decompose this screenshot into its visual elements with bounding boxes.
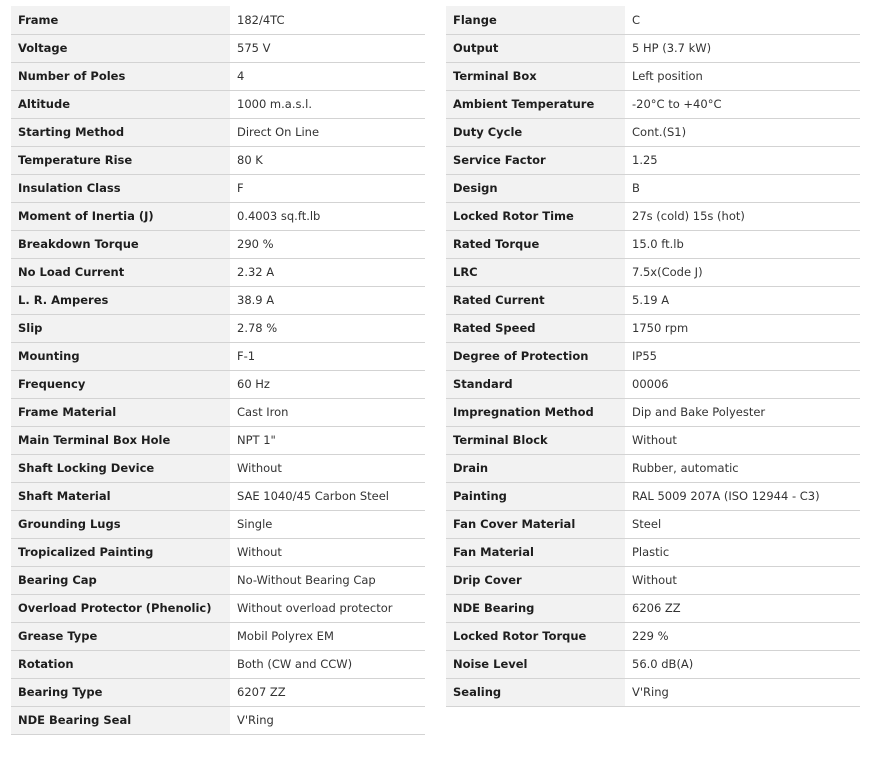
spec-row — [11, 482, 425, 510]
spec-label: Fan Cover Material — [446, 510, 625, 538]
spec-row — [446, 370, 860, 398]
spec-label: Voltage — [11, 34, 230, 62]
spec-value: IP55 — [625, 342, 860, 370]
spec-row — [446, 118, 860, 146]
spec-label: Main Terminal Box Hole — [11, 426, 230, 454]
spec-label: Bearing Type — [11, 678, 230, 706]
spec-label: Drain — [446, 454, 625, 482]
spec-label: Degree of Protection — [446, 342, 625, 370]
spec-row — [11, 342, 425, 370]
spec-value: Steel — [625, 510, 860, 538]
spec-row — [11, 6, 425, 34]
spec-label: Sealing — [446, 678, 625, 706]
spec-value: 80 K — [230, 146, 425, 174]
spec-row — [446, 62, 860, 90]
spec-row — [11, 118, 425, 146]
spec-value: 5.19 A — [625, 286, 860, 314]
spec-label: Altitude — [11, 90, 230, 118]
spec-label: Frequency — [11, 370, 230, 398]
spec-row — [11, 202, 425, 230]
spec-label: Rotation — [11, 650, 230, 678]
spec-row — [446, 622, 860, 650]
spec-label: No Load Current — [11, 258, 230, 286]
spec-value: 27s (cold) 15s (hot) — [625, 202, 860, 230]
spec-label: Locked Rotor Torque — [446, 622, 625, 650]
spec-value: V'Ring — [230, 706, 425, 734]
spec-row — [11, 370, 425, 398]
spec-row — [11, 622, 425, 650]
spec-row — [11, 174, 425, 202]
spec-row — [446, 90, 860, 118]
spec-label: Fan Material — [446, 538, 625, 566]
spec-row — [446, 342, 860, 370]
spec-value: F-1 — [230, 342, 425, 370]
spec-value: F — [230, 174, 425, 202]
spec-label: Painting — [446, 482, 625, 510]
spec-label: Bearing Cap — [11, 566, 230, 594]
spec-value: 6206 ZZ — [625, 594, 860, 622]
spec-value: Rubber, automatic — [625, 454, 860, 482]
spec-row — [446, 258, 860, 286]
spec-row — [446, 174, 860, 202]
spec-label: Design — [446, 174, 625, 202]
spec-value: 182/4TC — [230, 6, 425, 34]
spec-table-right — [446, 6, 860, 707]
spec-row — [11, 566, 425, 594]
spec-label: Ambient Temperature — [446, 90, 625, 118]
spec-label: Frame Material — [11, 398, 230, 426]
spec-value: Without — [625, 566, 860, 594]
spec-label: NDE Bearing — [446, 594, 625, 622]
spec-label: Drip Cover — [446, 566, 625, 594]
spec-label: Moment of Inertia (J) — [11, 202, 230, 230]
spec-value: 290 % — [230, 230, 425, 258]
spec-value: 2.78 % — [230, 314, 425, 342]
spec-row — [446, 678, 860, 706]
spec-row — [446, 566, 860, 594]
spec-value: 56.0 dB(A) — [625, 650, 860, 678]
spec-label: Flange — [446, 6, 625, 34]
spec-row — [446, 34, 860, 62]
spec-value: Mobil Polyrex EM — [230, 622, 425, 650]
spec-row — [11, 538, 425, 566]
spec-table-right-body — [446, 6, 860, 706]
spec-value: Dip and Bake Polyester — [625, 398, 860, 426]
spec-value: 5 HP (3.7 kW) — [625, 34, 860, 62]
spec-value: 575 V — [230, 34, 425, 62]
spec-label: Breakdown Torque — [11, 230, 230, 258]
spec-value: V'Ring — [625, 678, 860, 706]
spec-row — [446, 314, 860, 342]
spec-row — [446, 510, 860, 538]
spec-value: 60 Hz — [230, 370, 425, 398]
spec-row — [446, 454, 860, 482]
spec-row — [446, 398, 860, 426]
spec-row — [11, 146, 425, 174]
spec-row — [446, 482, 860, 510]
spec-value: Single — [230, 510, 425, 538]
spec-value: 1750 rpm — [625, 314, 860, 342]
spec-label: Insulation Class — [11, 174, 230, 202]
spec-value: NPT 1" — [230, 426, 425, 454]
spec-value: 0.4003 sq.ft.lb — [230, 202, 425, 230]
spec-row — [11, 510, 425, 538]
spec-table-left-body — [11, 6, 425, 734]
spec-row — [446, 538, 860, 566]
spec-label: Duty Cycle — [446, 118, 625, 146]
spec-value: 15.0 ft.lb — [625, 230, 860, 258]
spec-label: Frame — [11, 6, 230, 34]
spec-label: NDE Bearing Seal — [11, 706, 230, 734]
spec-row — [446, 6, 860, 34]
spec-row — [11, 286, 425, 314]
spec-row — [446, 146, 860, 174]
spec-row — [11, 426, 425, 454]
spec-value: 1.25 — [625, 146, 860, 174]
spec-value: Without overload protector — [230, 594, 425, 622]
spec-value: Cont.(S1) — [625, 118, 860, 146]
spec-value: 2.32 A — [230, 258, 425, 286]
spec-value: 6207 ZZ — [230, 678, 425, 706]
spec-table-left — [11, 6, 425, 735]
spec-value: Both (CW and CCW) — [230, 650, 425, 678]
spec-label: Terminal Box — [446, 62, 625, 90]
spec-value: 7.5x(Code J) — [625, 258, 860, 286]
spec-row — [446, 426, 860, 454]
spec-label: Rated Torque — [446, 230, 625, 258]
spec-value: 4 — [230, 62, 425, 90]
spec-row — [11, 650, 425, 678]
spec-value: B — [625, 174, 860, 202]
spec-label: Service Factor — [446, 146, 625, 174]
spec-label: Temperature Rise — [11, 146, 230, 174]
spec-label: Grounding Lugs — [11, 510, 230, 538]
spec-row — [446, 230, 860, 258]
spec-value: Left position — [625, 62, 860, 90]
spec-label: L. R. Amperes — [11, 286, 230, 314]
spec-label: Grease Type — [11, 622, 230, 650]
spec-label: LRC — [446, 258, 625, 286]
spec-label: Terminal Block — [446, 426, 625, 454]
spec-row — [446, 202, 860, 230]
spec-label: Slip — [11, 314, 230, 342]
spec-row — [11, 454, 425, 482]
spec-value: 00006 — [625, 370, 860, 398]
spec-value: Cast Iron — [230, 398, 425, 426]
spec-row — [11, 90, 425, 118]
spec-label: Shaft Locking Device — [11, 454, 230, 482]
spec-row — [11, 34, 425, 62]
spec-row — [11, 314, 425, 342]
spec-value: Without — [625, 426, 860, 454]
spec-label: Output — [446, 34, 625, 62]
spec-label: Standard — [446, 370, 625, 398]
spec-row — [11, 678, 425, 706]
spec-row — [11, 398, 425, 426]
spec-value: 38.9 A — [230, 286, 425, 314]
spec-value: Direct On Line — [230, 118, 425, 146]
spec-value: SAE 1040/45 Carbon Steel — [230, 482, 425, 510]
spec-row — [11, 706, 425, 734]
spec-label: Tropicalized Painting — [11, 538, 230, 566]
spec-value: Plastic — [625, 538, 860, 566]
spec-value: Without — [230, 454, 425, 482]
spec-value: No-Without Bearing Cap — [230, 566, 425, 594]
spec-label: Locked Rotor Time — [446, 202, 625, 230]
spec-label: Noise Level — [446, 650, 625, 678]
spec-value: 229 % — [625, 622, 860, 650]
spec-value: Without — [230, 538, 425, 566]
spec-value: RAL 5009 207A (ISO 12944 - C3) — [625, 482, 860, 510]
spec-row — [11, 258, 425, 286]
spec-row — [11, 62, 425, 90]
spec-label: Shaft Material — [11, 482, 230, 510]
spec-row — [446, 594, 860, 622]
spec-row — [446, 286, 860, 314]
spec-label: Rated Speed — [446, 314, 625, 342]
spec-label: Mounting — [11, 342, 230, 370]
spec-value: C — [625, 6, 860, 34]
spec-label: Number of Poles — [11, 62, 230, 90]
spec-label: Rated Current — [446, 286, 625, 314]
spec-value: 1000 m.a.s.l. — [230, 90, 425, 118]
spec-row — [446, 650, 860, 678]
spec-label: Overload Protector (Phenolic) — [11, 594, 230, 622]
spec-row — [11, 594, 425, 622]
spec-label: Starting Method — [11, 118, 230, 146]
spec-row — [11, 230, 425, 258]
spec-value: -20°C to +40°C — [625, 90, 860, 118]
spec-label: Impregnation Method — [446, 398, 625, 426]
